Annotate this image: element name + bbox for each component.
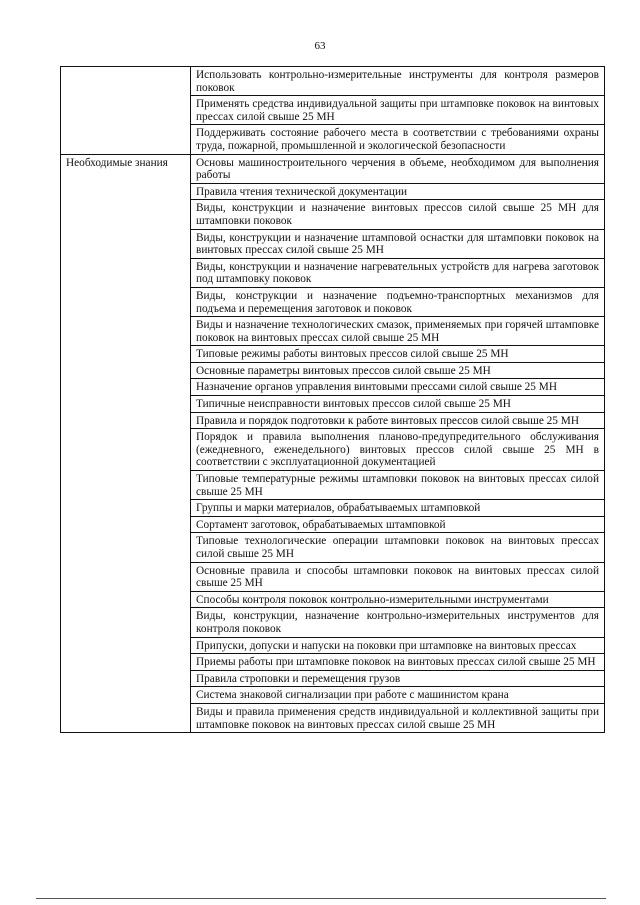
table-cell: Способы контроля поковок контрольно-измерительными инструментами [191, 591, 605, 608]
table-cell: Порядок и правила выполнения планово-предупредительного обслуживания (ежедневного, еженедельного) винтовых прессов силой свыше 25 МН в соответствии с эксплуатационной документацией [191, 429, 605, 471]
table-cell: Основные параметры винтовых прессов силой свыше 25 МН [191, 362, 605, 379]
table-cell: Типовые режимы работы винтовых прессов силой свыше 25 МН [191, 346, 605, 363]
table-cell: Типичные неисправности винтовых прессов силой свыше 25 МН [191, 396, 605, 413]
table-cell: Приемы работы при штамповке поковок на винтовых прессах силой свыше 25 МН [191, 654, 605, 671]
section-label-empty [61, 67, 191, 155]
table-cell: Группы и марки материалов, обрабатываемых штамповкой [191, 500, 605, 517]
table-cell: Поддерживать состояние рабочего места в соответствии с требованиями охраны труда, пожарной, промышленной и экологической безопасности [191, 125, 605, 154]
table-cell: Основы машиностроительного черчения в объеме, необходимом для выполнения работы [191, 154, 605, 183]
table-row [61, 67, 605, 96]
section-label: Необходимые знания [61, 154, 191, 733]
table-cell: Основные правила и способы штамповки поковок на винтовых прессах силой свыше 25 МН [191, 562, 605, 591]
table-row [61, 154, 605, 183]
page-number: 63 [314, 40, 326, 52]
table-cell: Виды и назначение технологических смазок, применяемых при горячей штамповке поковок на винтовых прессах силой свыше 25 МН [191, 317, 605, 346]
table-cell: Правила и порядок подготовки к работе винтовых прессов силой свыше 25 МН [191, 412, 605, 429]
table-cell: Использовать контрольно-измерительные инструменты для контроля размеров поковок [191, 67, 605, 96]
table-cell: Правила строповки и перемещения грузов [191, 670, 605, 687]
table-cell: Виды и правила применения средств индивидуальной и коллективной защиты при штамповке поковок на винтовых прессах силой свыше 25 МН [191, 703, 605, 732]
table-cell: Типовые технологические операции штамповки поковок на винтовых прессах силой свыше 25 МН [191, 533, 605, 562]
table-cell: Назначение органов управления винтовыми прессами силой свыше 25 МН [191, 379, 605, 396]
table-cell: Виды, конструкции и назначение штамповой оснастки для штамповки поковок на винтовых прессах силой свыше 25 МН [191, 229, 605, 258]
table-cell: Виды, конструкции и назначение подъемно-транспортных механизмов для подъема и перемещения заготовок и поковок [191, 287, 605, 316]
table-cell: Виды, конструкции, назначение контрольно-измерительных инструментов для контроля поковок [191, 608, 605, 637]
table-cell: Правила чтения технической документации [191, 183, 605, 200]
table-cell: Припуски, допуски и напуски на поковки при штамповке на винтовых прессах [191, 637, 605, 654]
table-cell: Сортамент заготовок, обрабатываемых штамповкой [191, 516, 605, 533]
table-cell: Виды, конструкции и назначение винтовых прессов силой свыше 25 МН для штамповки поковок [191, 200, 605, 229]
knowledge-table [60, 66, 605, 733]
table-cell: Система знаковой сигнализации при работе с машинистом крана [191, 687, 605, 704]
table-cell: Применять средства индивидуальной защиты при штамповке поковок на винтовых прессах силой свыше 25 МН [191, 96, 605, 125]
page-bottom-rule [36, 898, 606, 899]
table-cell: Типовые температурные режимы штамповки поковок на винтовых прессах силой свыше 25 МН [191, 471, 605, 500]
table-cell: Виды, конструкции и назначение нагревательных устройств для нагрева заготовок под штамповку поковок [191, 258, 605, 287]
